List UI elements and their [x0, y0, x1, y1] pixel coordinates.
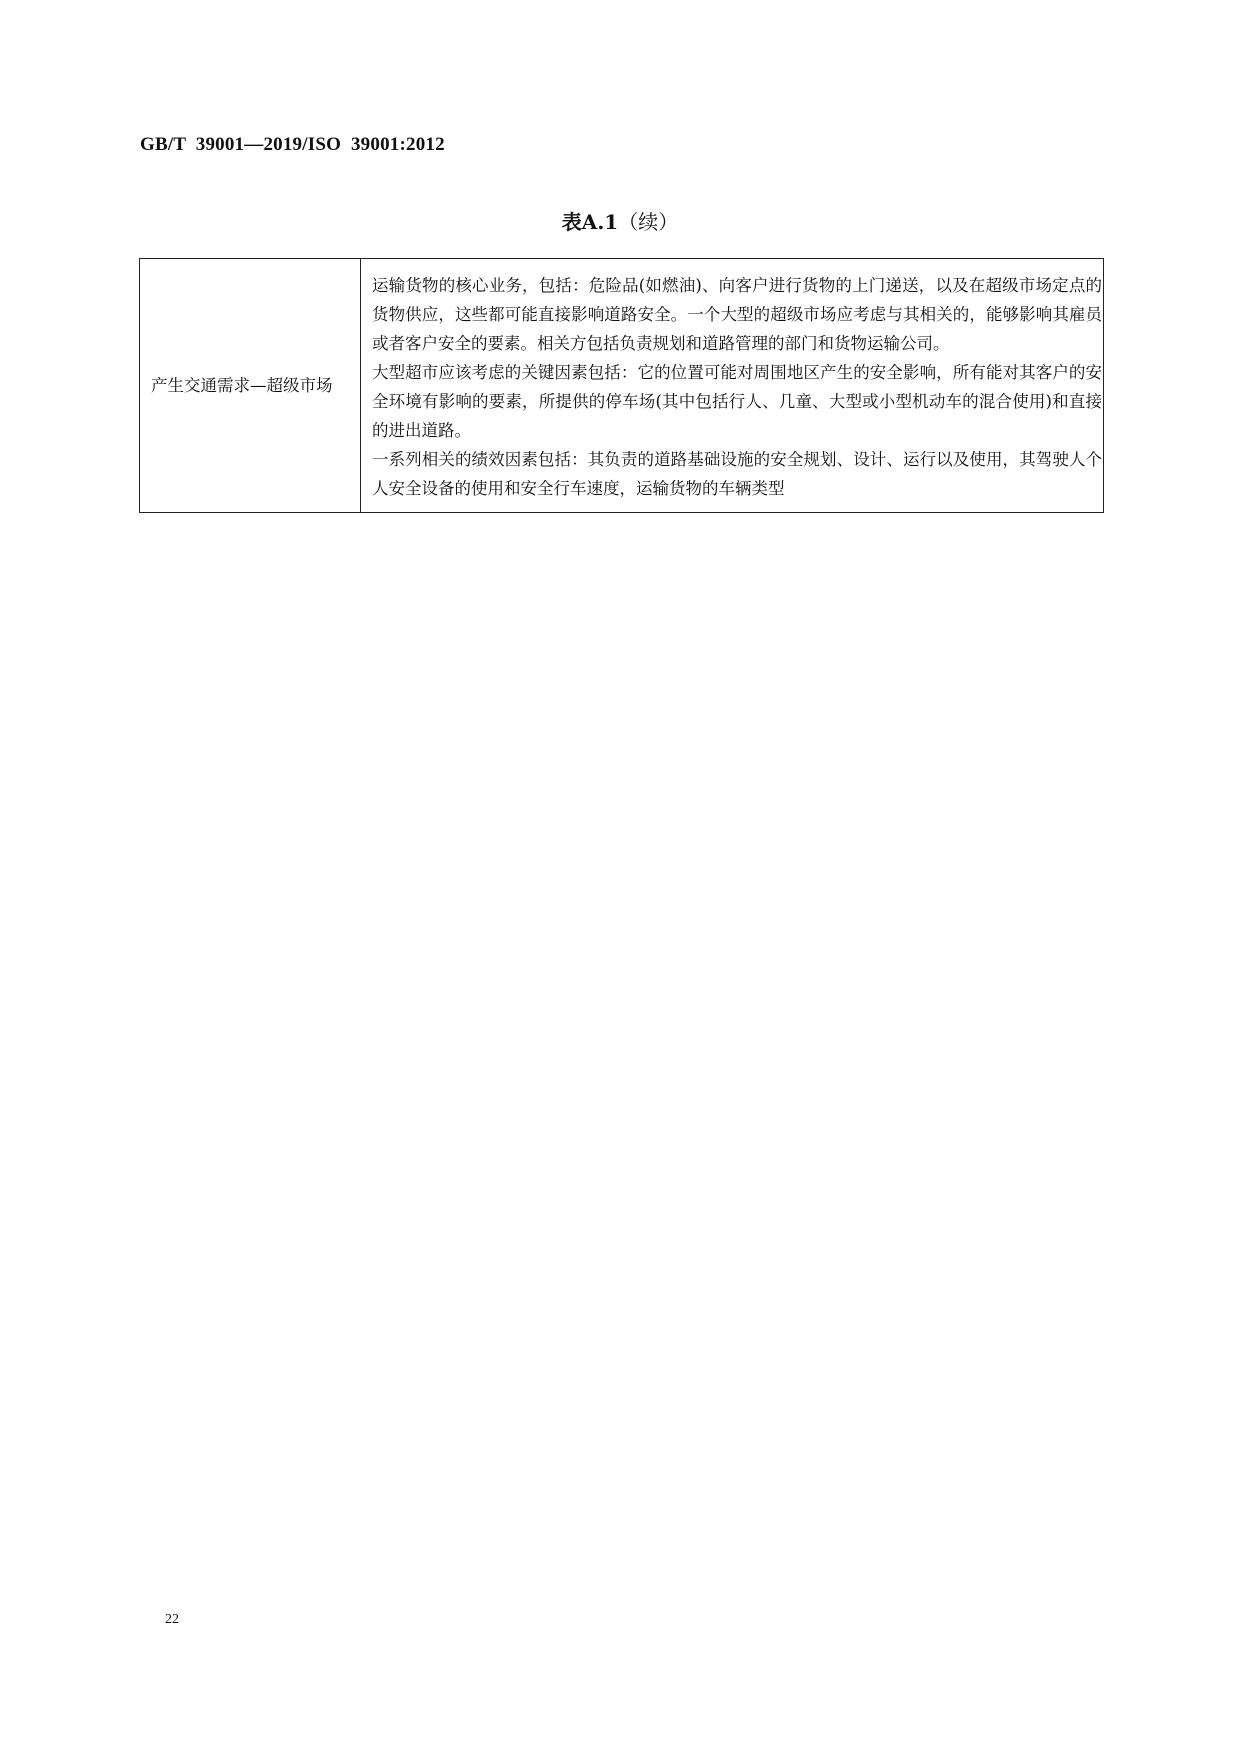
description-paragraph: 大型超市应该考虑的关键因素包括：它的位置可能对周围地区产生的安全影响，所有能对其客户的安全环境有影响的要素，所提供的停车场(其中包括行人、几童、大型或小型机动车的混合使用)和直接的进出道路。: [372, 363, 1102, 440]
data-table: [139, 258, 1104, 513]
table-caption-continued: （续）: [618, 210, 679, 234]
category-cell: 产生交通需求—超级市场: [140, 259, 361, 513]
table-row: [140, 259, 1104, 513]
table-caption-title: 表A.1: [561, 210, 619, 234]
description-paragraph: 运输货物的核心业务，包括：危险品(如燃油)、向客户进行货物的上门递送，以及在超级市场定点的货物供应，这些都可能直接影响道路安全。一个大型的超级市场应考虑与其相关的，能够影响其雇员或者客户安全的要素。相关方包括负责规划和道路管理的部门和货物运输公司。: [372, 276, 1102, 353]
description-cell: [361, 259, 1104, 513]
table-container: [139, 258, 1104, 513]
description-paragraph: 一系列相关的绩效因素包括：其负责的道路基础设施的安全规划、设计、运行以及使用，其驾驶人个人安全设备的使用和安全行车速度，运输货物的车辆类型: [372, 450, 1102, 498]
standard-id-header: GB/T 39001—2019/ISO 39001:2012: [140, 134, 445, 155]
page-number: 22: [165, 1612, 179, 1627]
table-caption: [0, 206, 1240, 235]
